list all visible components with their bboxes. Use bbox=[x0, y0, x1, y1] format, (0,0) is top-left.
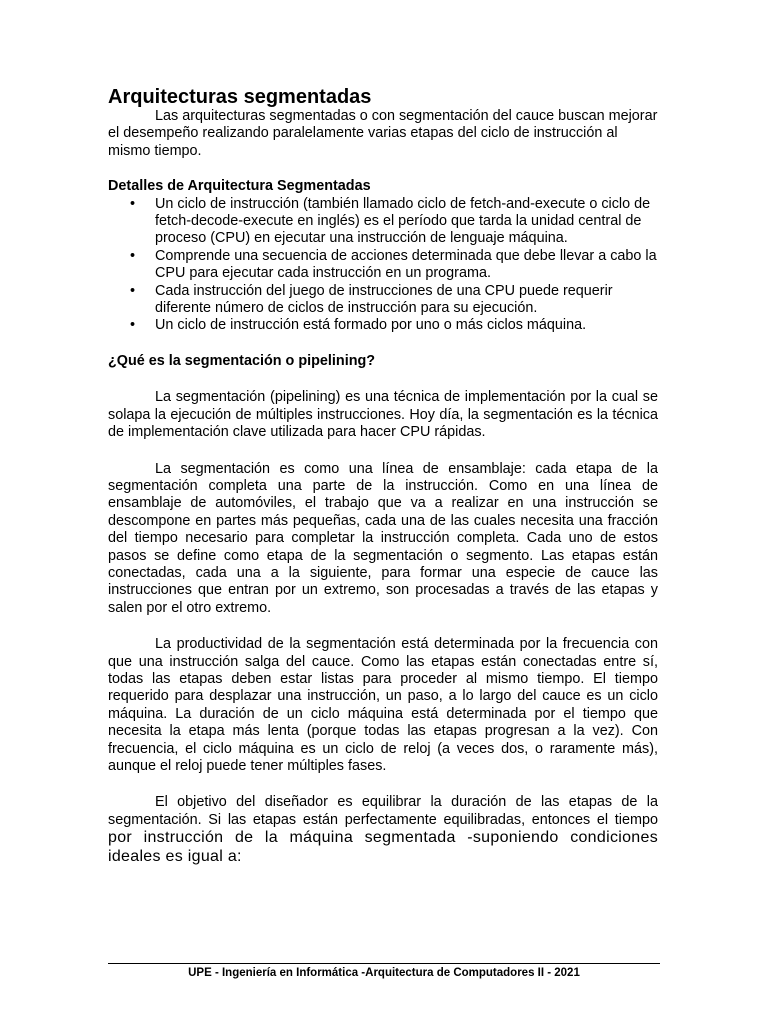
page-footer: UPE - Ingeniería en Informática -Arquitectura de Computadores II - 2021 bbox=[188, 967, 580, 979]
details-heading: Detalles de Arquitectura Segmentadas bbox=[108, 178, 371, 195]
bullet-icon: • bbox=[130, 282, 136, 299]
bullet-icon: • bbox=[130, 247, 136, 264]
document-body bbox=[108, 86, 658, 866]
list-item bbox=[108, 317, 658, 334]
pipelining-paragraph-3: La productividad de la segmentación está determinada por la frecuencia con que una instrucción salga del cauce. Como las etapas están conectadas entre sí, todas las etapas deben estar listas para proceder al mismo tiempo. El tiempo requerido para desplazar una instrucción, un paso, a lo largo del cauce es un ciclo máquina. La duración de un ciclo máquina está determinada por el tiempo que necesita la etapa más lenta (porque todas las etapas progresan a la vez). Con frecuencia, el ciclo máquina es un ciclo de reloj (a veces dos, o raramente más), aunque el reloj puede tener múltiples fases. bbox=[108, 636, 658, 774]
pipelining-heading: ¿Qué es la segmentación o pipelining? bbox=[108, 352, 376, 369]
footer-divider bbox=[108, 963, 660, 964]
list-item-text: Cada instrucción del juego de instrucciones de una CPU puede requerir diferente número de ciclos de instrucción para su ejecución. bbox=[155, 282, 613, 317]
list-item-text: Comprende una secuencia de acciones determinada que debe llevar a cabo la CPU para ejecutar cada instrucción en un programa. bbox=[155, 247, 657, 282]
list-item bbox=[108, 196, 658, 248]
document-title: Arquitecturas segmentadas bbox=[108, 86, 372, 108]
list-item-text: Un ciclo de instrucción (también llamado ciclo de fetch-and-execute o ciclo de fetch-decode-execute en inglés) es el período que tarda la unidad central de proceso (CPU) en ejecutar una instrucción de lenguaje máquina. bbox=[155, 195, 651, 247]
details-list bbox=[108, 196, 658, 335]
intro-paragraph: Las arquitecturas segmentadas o con segmentación del cauce buscan mejorar el desempeño realizando paralelamente varias etapas del ciclo de instrucción al mismo tiempo. bbox=[108, 108, 658, 159]
pipelining-paragraph-1: La segmentación (pipelining) es una técnica de implementación por la cual se solapa la ejecución de múltiples instrucciones. Hoy día, la segmentación es la técnica de implementación clave utilizada para hacer CPU rápidas. bbox=[108, 389, 658, 441]
list-item bbox=[108, 248, 658, 283]
list-item-text: Un ciclo de instrucción está formado por uno o más ciclos máquina. bbox=[155, 317, 587, 334]
bullet-icon: • bbox=[130, 195, 136, 212]
bullet-icon: • bbox=[130, 317, 136, 334]
pipelining-paragraph-4 bbox=[108, 794, 658, 866]
pipelining-paragraph-2: La segmentación es como una línea de ensamblaje: cada etapa de la segmentación completa una parte de la instrucción. Como en una línea de ensamblaje de automóviles, el trabajo que va a realizar en una instrucción se descompone en partes más pequeñas, cada una de las cuales necesita una fracción del tiempo necesario para completar la instrucción completa. Cada uno de estos pasos se define como etapa de la segmentación o segmento. Las etapas están conectadas, cada una a la siguiente, para formar una especie de cauce las instrucciones que entran por un extremo, son procesadas a través de las etapas y salen por el otro extremo. bbox=[108, 460, 658, 616]
paragraph-4-end: por instrucción de la máquina segmentada -suponiendo condiciones ideales es igual a: bbox=[108, 829, 658, 865]
paragraph-4-start: El objetivo del diseñador es equilibrar la duración de las etapas de la segmentación. Si las etapas están perfectamente equilibradas, entonces el tiempo bbox=[108, 794, 658, 828]
list-item bbox=[108, 283, 658, 318]
